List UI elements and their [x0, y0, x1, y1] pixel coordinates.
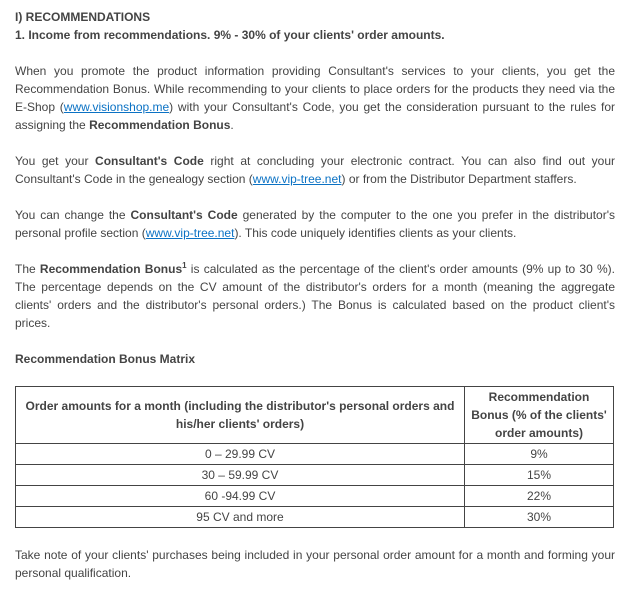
p1-text-a: When you promote the product information providing Consultant's services to your clients, you get the Recommendation Bonus. While recommending to your clients to place orders for the products they need via the E-Shop ( — [15, 64, 615, 114]
header-recommendation-bonus: Recommendation Bonus (% of the clients' order amounts) — [465, 387, 614, 444]
cell-range: 0 – 29.99 CV — [16, 444, 465, 465]
p4-text-b: is calculated as the percentage of the client's order amounts (9% up to 30 %). The percentage depends on the CV amount of the distributor's orders for a month (meaning the aggregate clients' orders and the distributor's personal orders.) The Bonus is calculated based on the product client's prices. — [15, 262, 615, 330]
p2-bold: Consultant's Code — [95, 154, 204, 168]
p2-text-b: right at concluding your electronic contract. You can also find out your Consultant's Code in the genealogy section ( — [15, 154, 615, 186]
cell-bonus: 9% — [465, 444, 614, 465]
vip-tree-profile-link[interactable]: www.vip-tree.net — [145, 226, 235, 240]
header-order-amounts: Order amounts for a month (including the distributor's personal orders and his/her clients' orders) — [16, 387, 465, 444]
table-header-row — [16, 387, 614, 444]
p4-bold: Recommendation Bonus — [39, 262, 183, 276]
section-title: I) RECOMMENDATIONS — [15, 10, 151, 24]
p3-text-c: ). This code uniquely identifies clients as your clients. — [234, 226, 517, 240]
p1-bold: Recommendation Bonus — [89, 118, 231, 132]
document-page — [15, 8, 615, 600]
vip-tree-link[interactable]: www.vip-tree.net — [252, 172, 342, 186]
paragraph-change-code — [15, 206, 615, 242]
p1-text-c: . — [230, 118, 234, 132]
paragraph-promote — [15, 62, 615, 134]
cell-bonus: 30% — [465, 507, 614, 528]
cell-bonus: 15% — [465, 465, 614, 486]
subtitle: 1. Income from recommendations. 9% - 30% of your clients' order amounts. — [15, 28, 445, 42]
matrix-title: Recommendation Bonus Matrix — [15, 352, 196, 366]
paragraph-bonus-calculation — [15, 260, 615, 332]
footnote-marker: 1 — [182, 261, 187, 270]
p1-text-b: ) with your Consultant's Code, you get the consideration pursuant to the rules for assigning the — [15, 100, 615, 132]
table-row — [16, 486, 614, 507]
cell-bonus: 22% — [465, 486, 614, 507]
table-row — [16, 507, 614, 528]
p2-text-c: ) or from the Distributor Department staffers. — [341, 172, 577, 186]
cell-range: 60 -94.99 CV — [16, 486, 465, 507]
paragraph-consultant-code — [15, 152, 615, 188]
table-row — [16, 465, 614, 486]
table-row — [16, 444, 614, 465]
p3-text-a: You can change the — [15, 208, 131, 222]
paragraph-note: Take note of your clients' purchases being included in your personal order amount for a month and forming your personal qualification. — [15, 548, 615, 580]
cell-range: 30 – 59.99 CV — [16, 465, 465, 486]
p3-text-b: generated by the computer to the one you prefer in the distributor's personal profile section ( — [15, 208, 616, 240]
visionshop-link[interactable]: www.visionshop.me — [63, 100, 170, 114]
p3-bold: Consultant's Code — [130, 208, 238, 222]
cell-range: 95 CV and more — [16, 507, 465, 528]
p4-text-a: The — [15, 262, 40, 276]
p2-text-a: You get your — [15, 154, 96, 168]
bonus-matrix-table — [15, 386, 614, 528]
